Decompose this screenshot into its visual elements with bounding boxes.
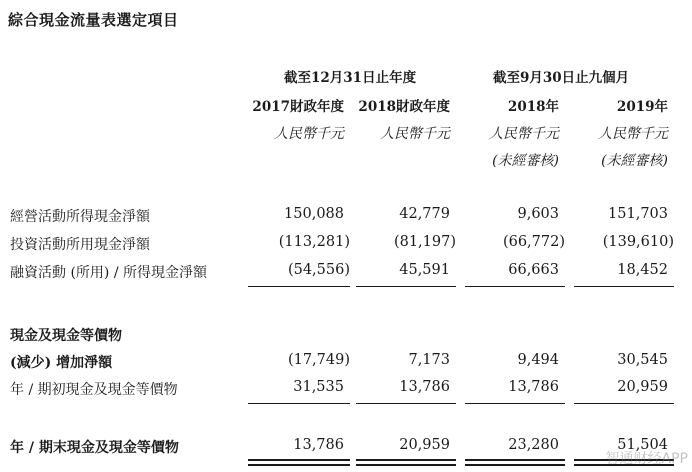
col-unit-4: 人民幣千元 [598, 126, 668, 142]
rule-opening-col3 [465, 403, 565, 404]
cell-change-2018: 7,173 [408, 352, 450, 368]
col-unit-3: 人民幣千元 [489, 126, 559, 142]
cell-change-2019-9m: 30,545 [617, 352, 668, 368]
col-unaudited-4: (未經審核) [601, 153, 668, 169]
row-label-operating: 經營活動所得現金淨額 [10, 209, 150, 225]
section-heading-cash: 現金及現金等價物 [10, 328, 122, 344]
col-header-2018-9m: 2018年 [507, 99, 559, 115]
cell-opening-2018: 13,786 [399, 379, 450, 395]
row-label-financing: 融資活動 (所用) / 所得現金淨額 [10, 265, 207, 281]
row-label-investing: 投資活動所用現金淨額 [10, 237, 150, 253]
header-group-calendar-year: 截至12月31日止年度 [284, 70, 417, 86]
cell-change-2017: (17,749) [287, 352, 350, 368]
rule-col1 [248, 286, 350, 287]
header-group-nine-months: 截至9月30日止九個月 [493, 70, 630, 86]
cell-closing-2018-9m: 23,280 [508, 437, 559, 453]
cell-financing-2018-9m: 66,663 [508, 262, 559, 278]
cell-financing-2018: 45,591 [399, 262, 450, 278]
col-unit-2: 人民幣千元 [380, 126, 450, 142]
col-header-2018: 2018財政年度 [358, 99, 450, 115]
row-label-closing: 年 / 期末現金及現金等價物 [10, 440, 179, 456]
cell-investing-2018: (81,197) [393, 234, 456, 250]
cell-operating-2019-9m: 151,703 [608, 206, 668, 222]
rule-opening-col1 [248, 403, 350, 404]
rule-col3 [465, 286, 565, 287]
cell-opening-2019-9m: 20,959 [617, 379, 668, 395]
col-unit-1: 人民幣千元 [274, 126, 344, 142]
cell-opening-2017: 31,535 [293, 379, 344, 395]
cell-operating-2018: 42,779 [399, 206, 450, 222]
cell-closing-2019-9m: 51,504 [617, 437, 668, 453]
double-rule-col3-b [465, 464, 565, 466]
cell-closing-2017: 13,786 [293, 437, 344, 453]
double-rule-col1-a [248, 459, 350, 461]
cell-investing-2018-9m: (66,772) [502, 234, 565, 250]
cell-operating-2018-9m: 9,603 [517, 206, 559, 222]
cell-investing-2019-9m: (139,610) [602, 234, 674, 250]
col-header-2019-9m: 2019年 [616, 99, 668, 115]
double-rule-col3-a [465, 459, 565, 461]
row-label-net-change: (減少) 增加淨額 [10, 355, 113, 371]
cell-financing-2017: (54,556) [287, 262, 350, 278]
rule-col2 [356, 286, 456, 287]
col-unaudited-3: (未經審核) [492, 153, 559, 169]
cell-investing-2017: (113,281) [278, 234, 350, 250]
cell-closing-2018: 20,959 [399, 437, 450, 453]
page-title: 綜合現金流量表選定項目 [8, 11, 179, 29]
rule-opening-col4 [574, 403, 674, 404]
cell-change-2018-9m: 9,494 [517, 352, 559, 368]
rule-col4 [574, 286, 674, 287]
watermark: 智通财经APP [605, 451, 688, 467]
cell-opening-2018-9m: 13,786 [508, 379, 559, 395]
cell-financing-2019-9m: 18,452 [617, 262, 668, 278]
rule-opening-col2 [356, 403, 456, 404]
row-label-opening: 年 / 期初現金及現金等價物 [10, 382, 178, 398]
cell-operating-2017: 150,088 [284, 206, 344, 222]
col-header-2017: 2017財政年度 [252, 99, 344, 115]
double-rule-col1-b [248, 464, 350, 466]
double-rule-col2-a [356, 459, 456, 461]
double-rule-col2-b [356, 464, 456, 466]
